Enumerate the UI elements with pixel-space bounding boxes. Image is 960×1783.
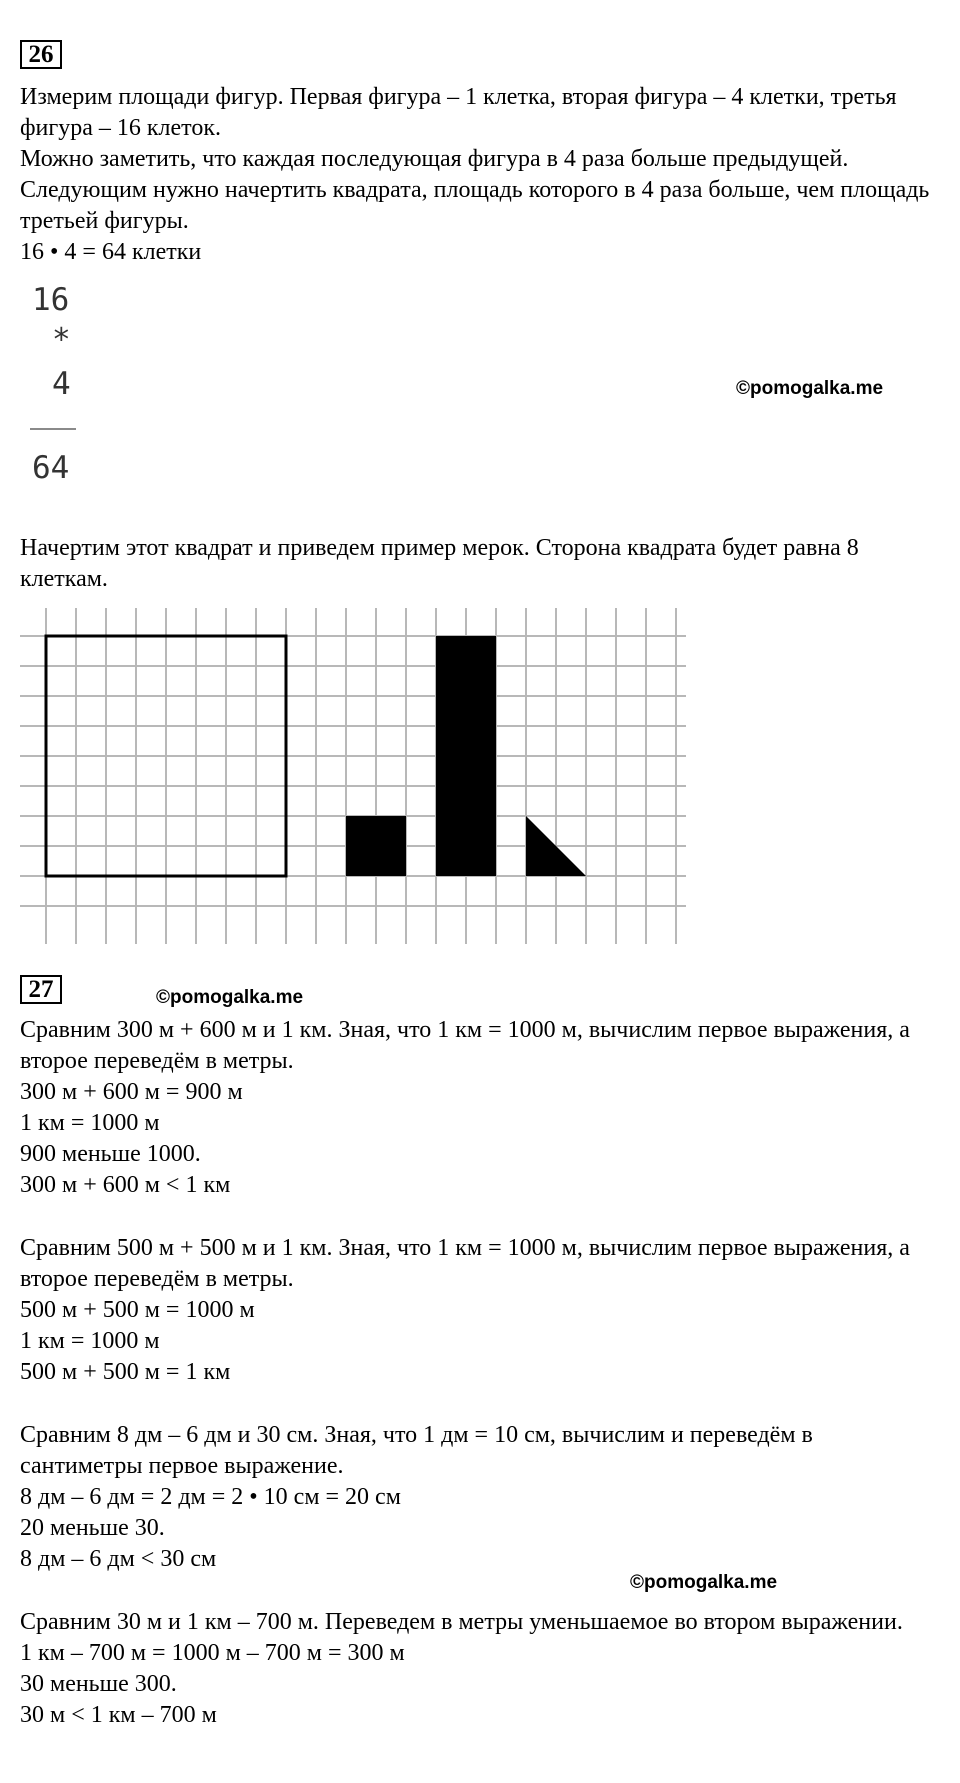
task-27-group-2 bbox=[20, 1233, 940, 1388]
text-line: Сравним 500 м + 500 м и 1 км. Зная, что 1 км = 1000 м, вычислим первое выражения, а второе переведём в метры. bbox=[20, 1235, 910, 1292]
text-line: Сравним 8 дм – 6 дм и 30 см. Зная, что 1 дм = 10 см, вычислим и переведём в сантиметры первое выражение. bbox=[20, 1422, 813, 1479]
calc-divider-line bbox=[30, 428, 76, 430]
text-line: 900 меньше 1000. bbox=[20, 1141, 201, 1167]
task-27-group-4 bbox=[20, 1607, 940, 1731]
task-26-number: 26 bbox=[20, 40, 62, 69]
grid-lines bbox=[20, 608, 686, 944]
text-line: 300 м + 600 м < 1 км bbox=[20, 1172, 231, 1198]
text-line: Сравним 30 м и 1 км – 700 м. Переведем в метры уменьшаемое во втором выражении. bbox=[20, 1609, 903, 1635]
calc-result: 64 bbox=[32, 450, 70, 486]
text-line: 20 меньше 30. bbox=[20, 1515, 165, 1541]
calc-multiplicand: 16 bbox=[32, 282, 70, 318]
small-square bbox=[346, 816, 406, 876]
text-line: 1 км = 1000 м bbox=[20, 1110, 160, 1136]
watermark-3: ©pomogalka.me bbox=[630, 1572, 778, 1593]
watermark-2: ©pomogalka.me bbox=[156, 987, 304, 1008]
text-line: 500 м + 500 м = 1000 м bbox=[20, 1297, 255, 1323]
task-26-text-2 bbox=[20, 533, 940, 595]
task-26-text bbox=[20, 82, 940, 268]
text-line: 8 дм – 6 дм = 2 дм = 2 • 10 см = 20 см bbox=[20, 1484, 401, 1510]
task-27-number: 27 bbox=[20, 975, 62, 1004]
text-line: 1 км = 1000 м bbox=[20, 1328, 160, 1354]
calc-multiplier: 4 bbox=[52, 366, 71, 402]
watermark-1: ©pomogalka.me bbox=[736, 378, 884, 399]
text-line: 30 м < 1 км – 700 м bbox=[20, 1702, 217, 1728]
task-26-paragraph-3: 16 • 4 = 64 клетки bbox=[20, 239, 202, 265]
task-26-paragraph-1: Измерим площади фигур. Первая фигура – 1 клетка, вторая фигура – 4 клетки, третья фигура – 16 клеток. bbox=[20, 84, 897, 141]
tall-rectangle bbox=[436, 636, 496, 876]
calc-operator: * bbox=[52, 322, 71, 358]
text-line: 30 меньше 300. bbox=[20, 1671, 177, 1697]
task-27-group-3 bbox=[20, 1420, 940, 1575]
task-27-group-1 bbox=[20, 1015, 940, 1201]
text-line: 1 км – 700 м = 1000 м – 700 м = 300 м bbox=[20, 1640, 405, 1666]
task-26-paragraph-4: Начертим этот квадрат и приведем пример мерок. Сторона квадрата будет равна 8 клеткам. bbox=[20, 535, 859, 592]
text-line: Сравним 300 м + 600 м и 1 км. Зная, что 1 км = 1000 м, вычислим первое выражения, а второе переведём в метры. bbox=[20, 1017, 910, 1074]
task-26-paragraph-2: Можно заметить, что каждая последующая фигура в 4 раза больше предыдущей. Следующим нужно начертить квадрата, площадь которого в 4 раза больше, чем площадь третьей фигуры. bbox=[20, 146, 930, 234]
text-line: 500 м + 500 м = 1 км bbox=[20, 1359, 231, 1385]
grid-drawing bbox=[20, 608, 686, 946]
text-line: 8 дм – 6 дм < 30 см bbox=[20, 1546, 217, 1572]
text-line: 300 м + 600 м = 900 м bbox=[20, 1079, 243, 1105]
